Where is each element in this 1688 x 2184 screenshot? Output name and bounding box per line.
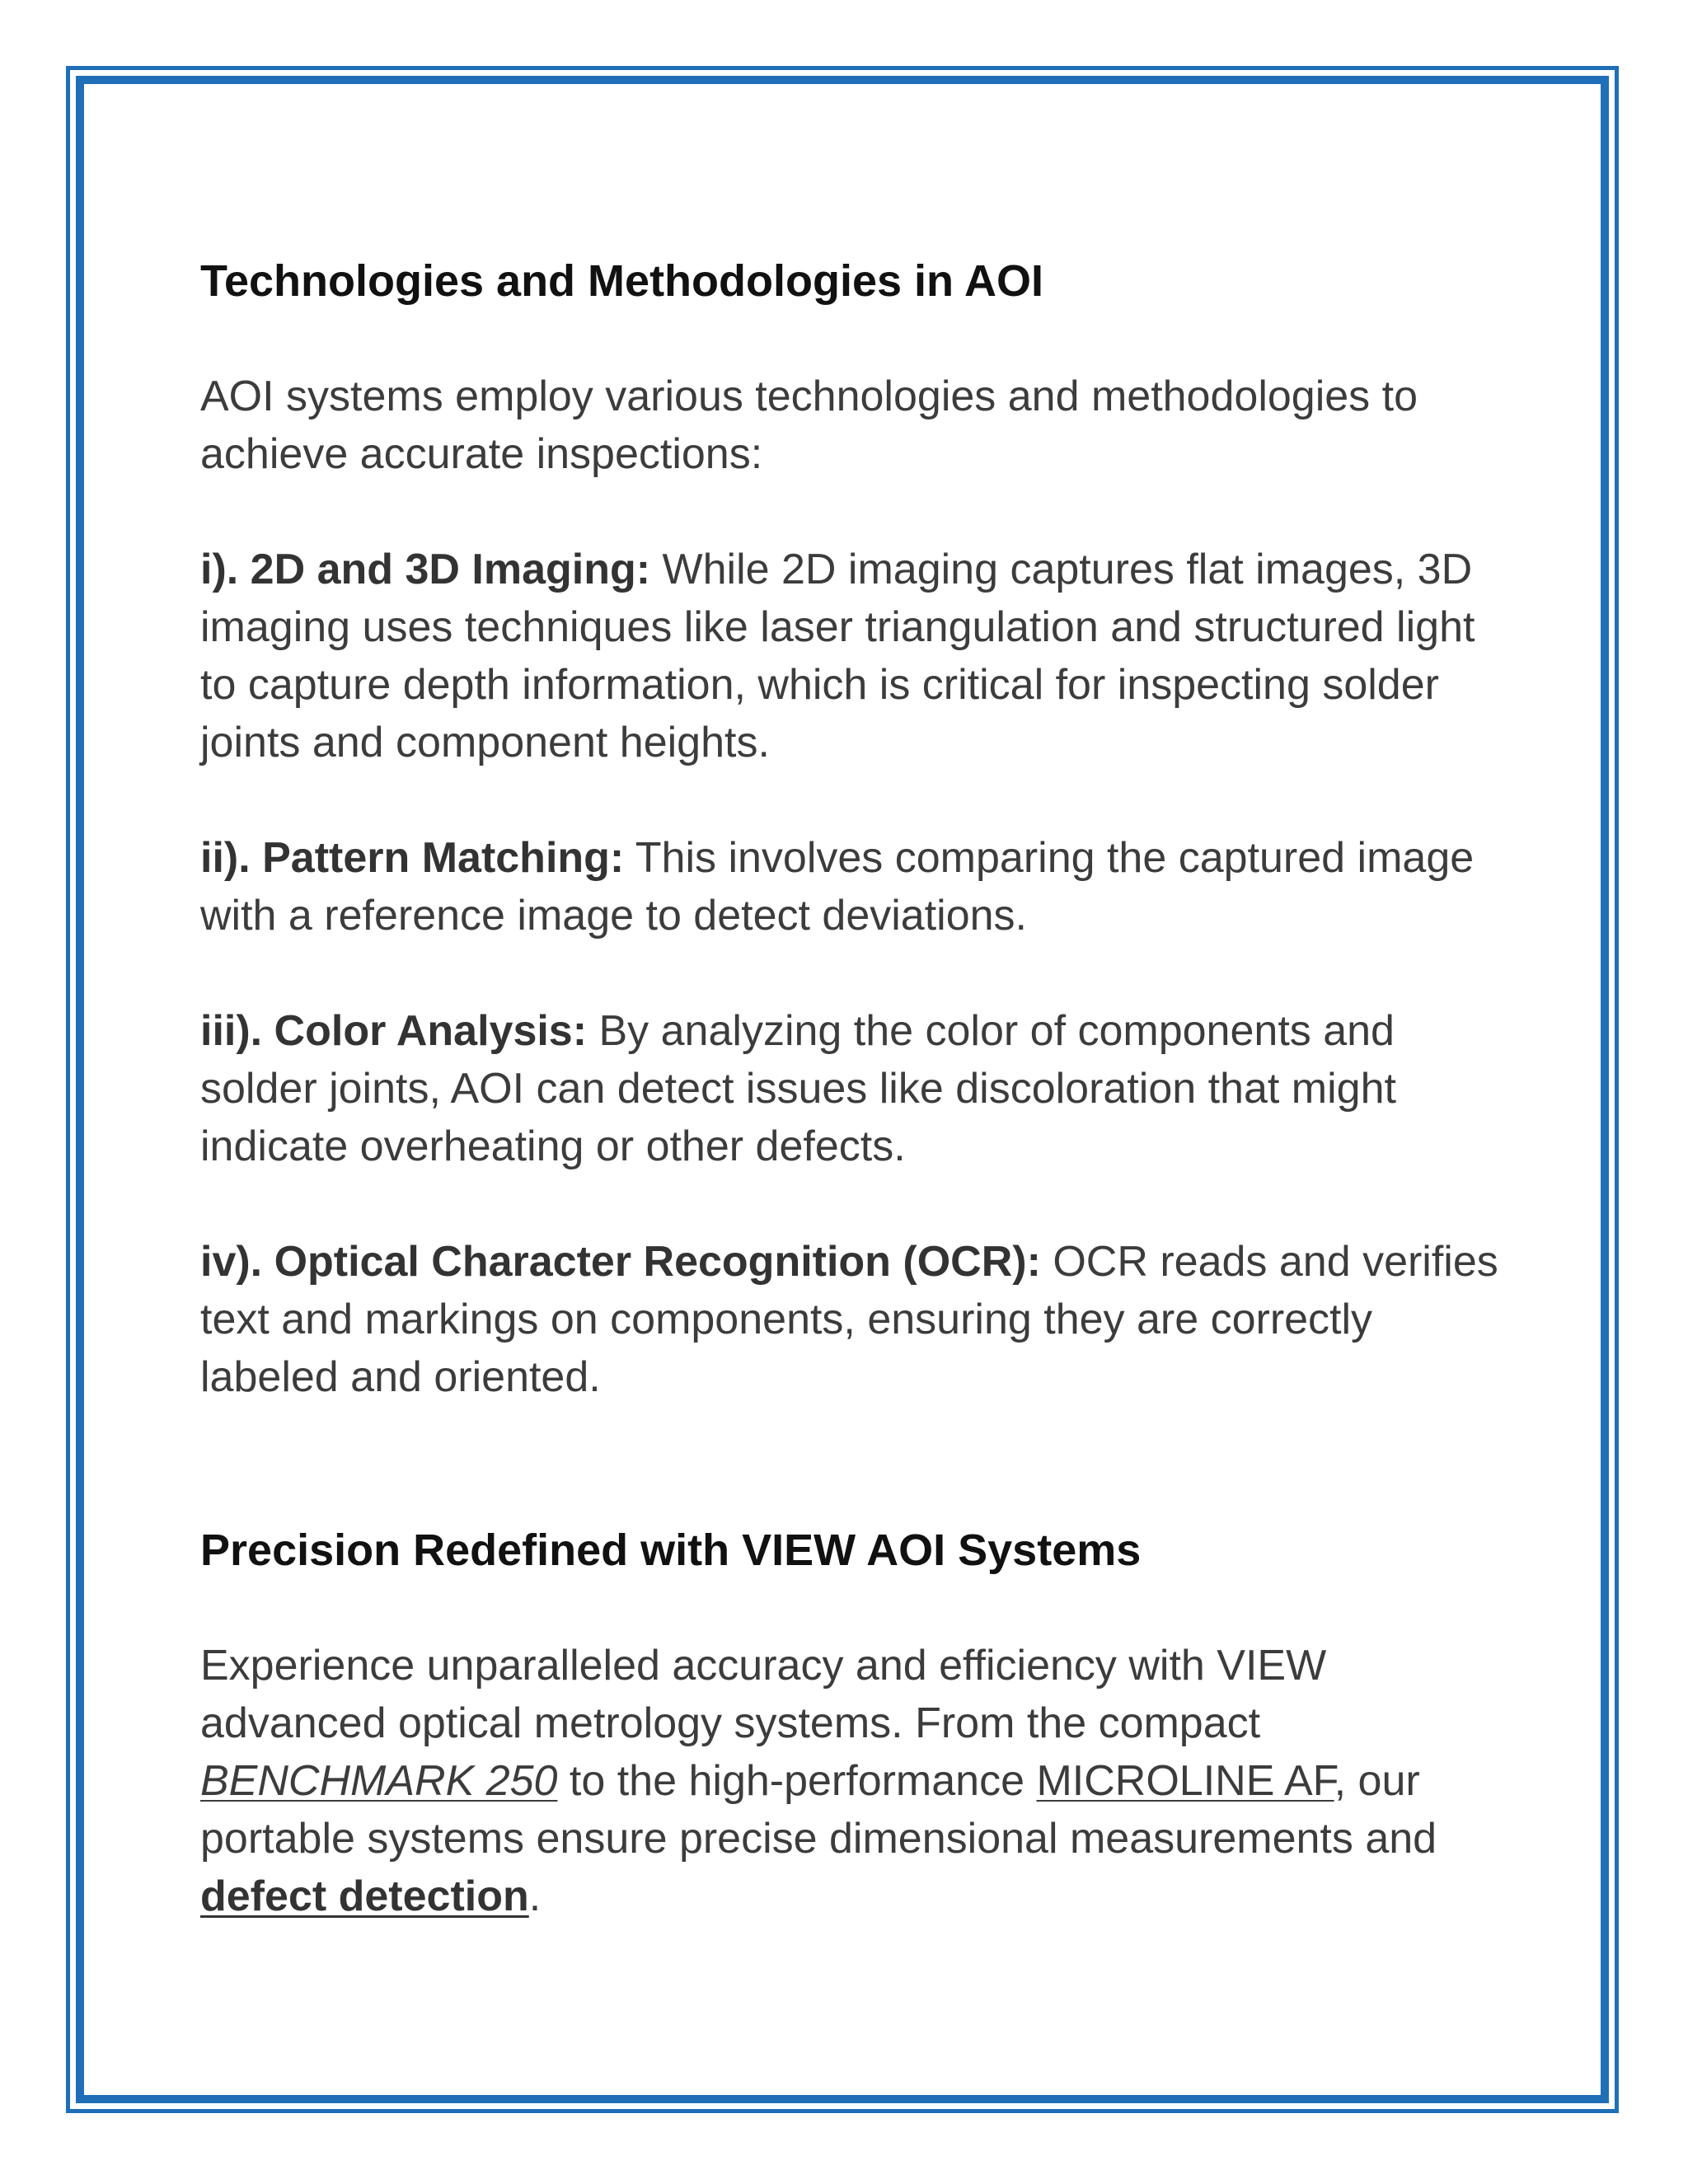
term-description: OCR reads and verifies text and markings on components, ensuring they are correctly labeled and oriented. — [200, 1238, 1498, 1401]
intro-paragraph: AOI systems employ various technologies and methodologies to achieve accurate inspections: — [200, 373, 1418, 478]
closing-text-4: . — [528, 1872, 542, 1920]
list-item-imaging — [200, 541, 1503, 771]
section-heading-technologies: Technologies and Methodologies in AOI — [200, 256, 1044, 306]
term-description: This involves comparing the captured image with a reference image to detect deviations. — [200, 834, 1475, 940]
term-label: iii). Color Analysis: — [200, 1007, 588, 1055]
closing-text-2: to the high-performance — [557, 1757, 1037, 1805]
closing-paragraph — [200, 1637, 1503, 1925]
defect-detection-link[interactable]: defect detection — [200, 1872, 529, 1920]
term-description: By analyzing the color of components and solder joints, AOI can detect issues like discoloration that might indicate overheating or other defects. — [200, 1007, 1396, 1170]
list-item-pattern-matching — [200, 829, 1503, 944]
closing-text-3: , our portable systems ensure precise dimensional measurements and — [200, 1757, 1437, 1863]
benchmark-250-link[interactable]: BENCHMARK 250 — [200, 1757, 558, 1805]
microline-af-link[interactable]: MICROLINE AF — [1036, 1757, 1334, 1805]
term-label: ii). Pattern Matching: — [200, 834, 625, 882]
term-label: iv). Optical Character Recognition (OCR): — [200, 1238, 1041, 1286]
list-item-color-analysis — [200, 1002, 1503, 1175]
section-heading-precision: Precision Redefined with VIEW AOI Systems — [200, 1526, 1142, 1575]
list-item-ocr — [200, 1233, 1503, 1406]
term-label: i). 2D and 3D Imaging: — [200, 546, 651, 593]
document-content — [200, 252, 1503, 1925]
term-description: While 2D imaging captures flat images, 3D imaging uses techniques like laser triangulation and structured light to capture depth information, which is critical for inspecting solder joints and component heights. — [200, 546, 1475, 766]
closing-text-1: Experience unparalleled accuracy and efficiency with VIEW advanced optical metrology systems. From the compact — [200, 1642, 1327, 1747]
